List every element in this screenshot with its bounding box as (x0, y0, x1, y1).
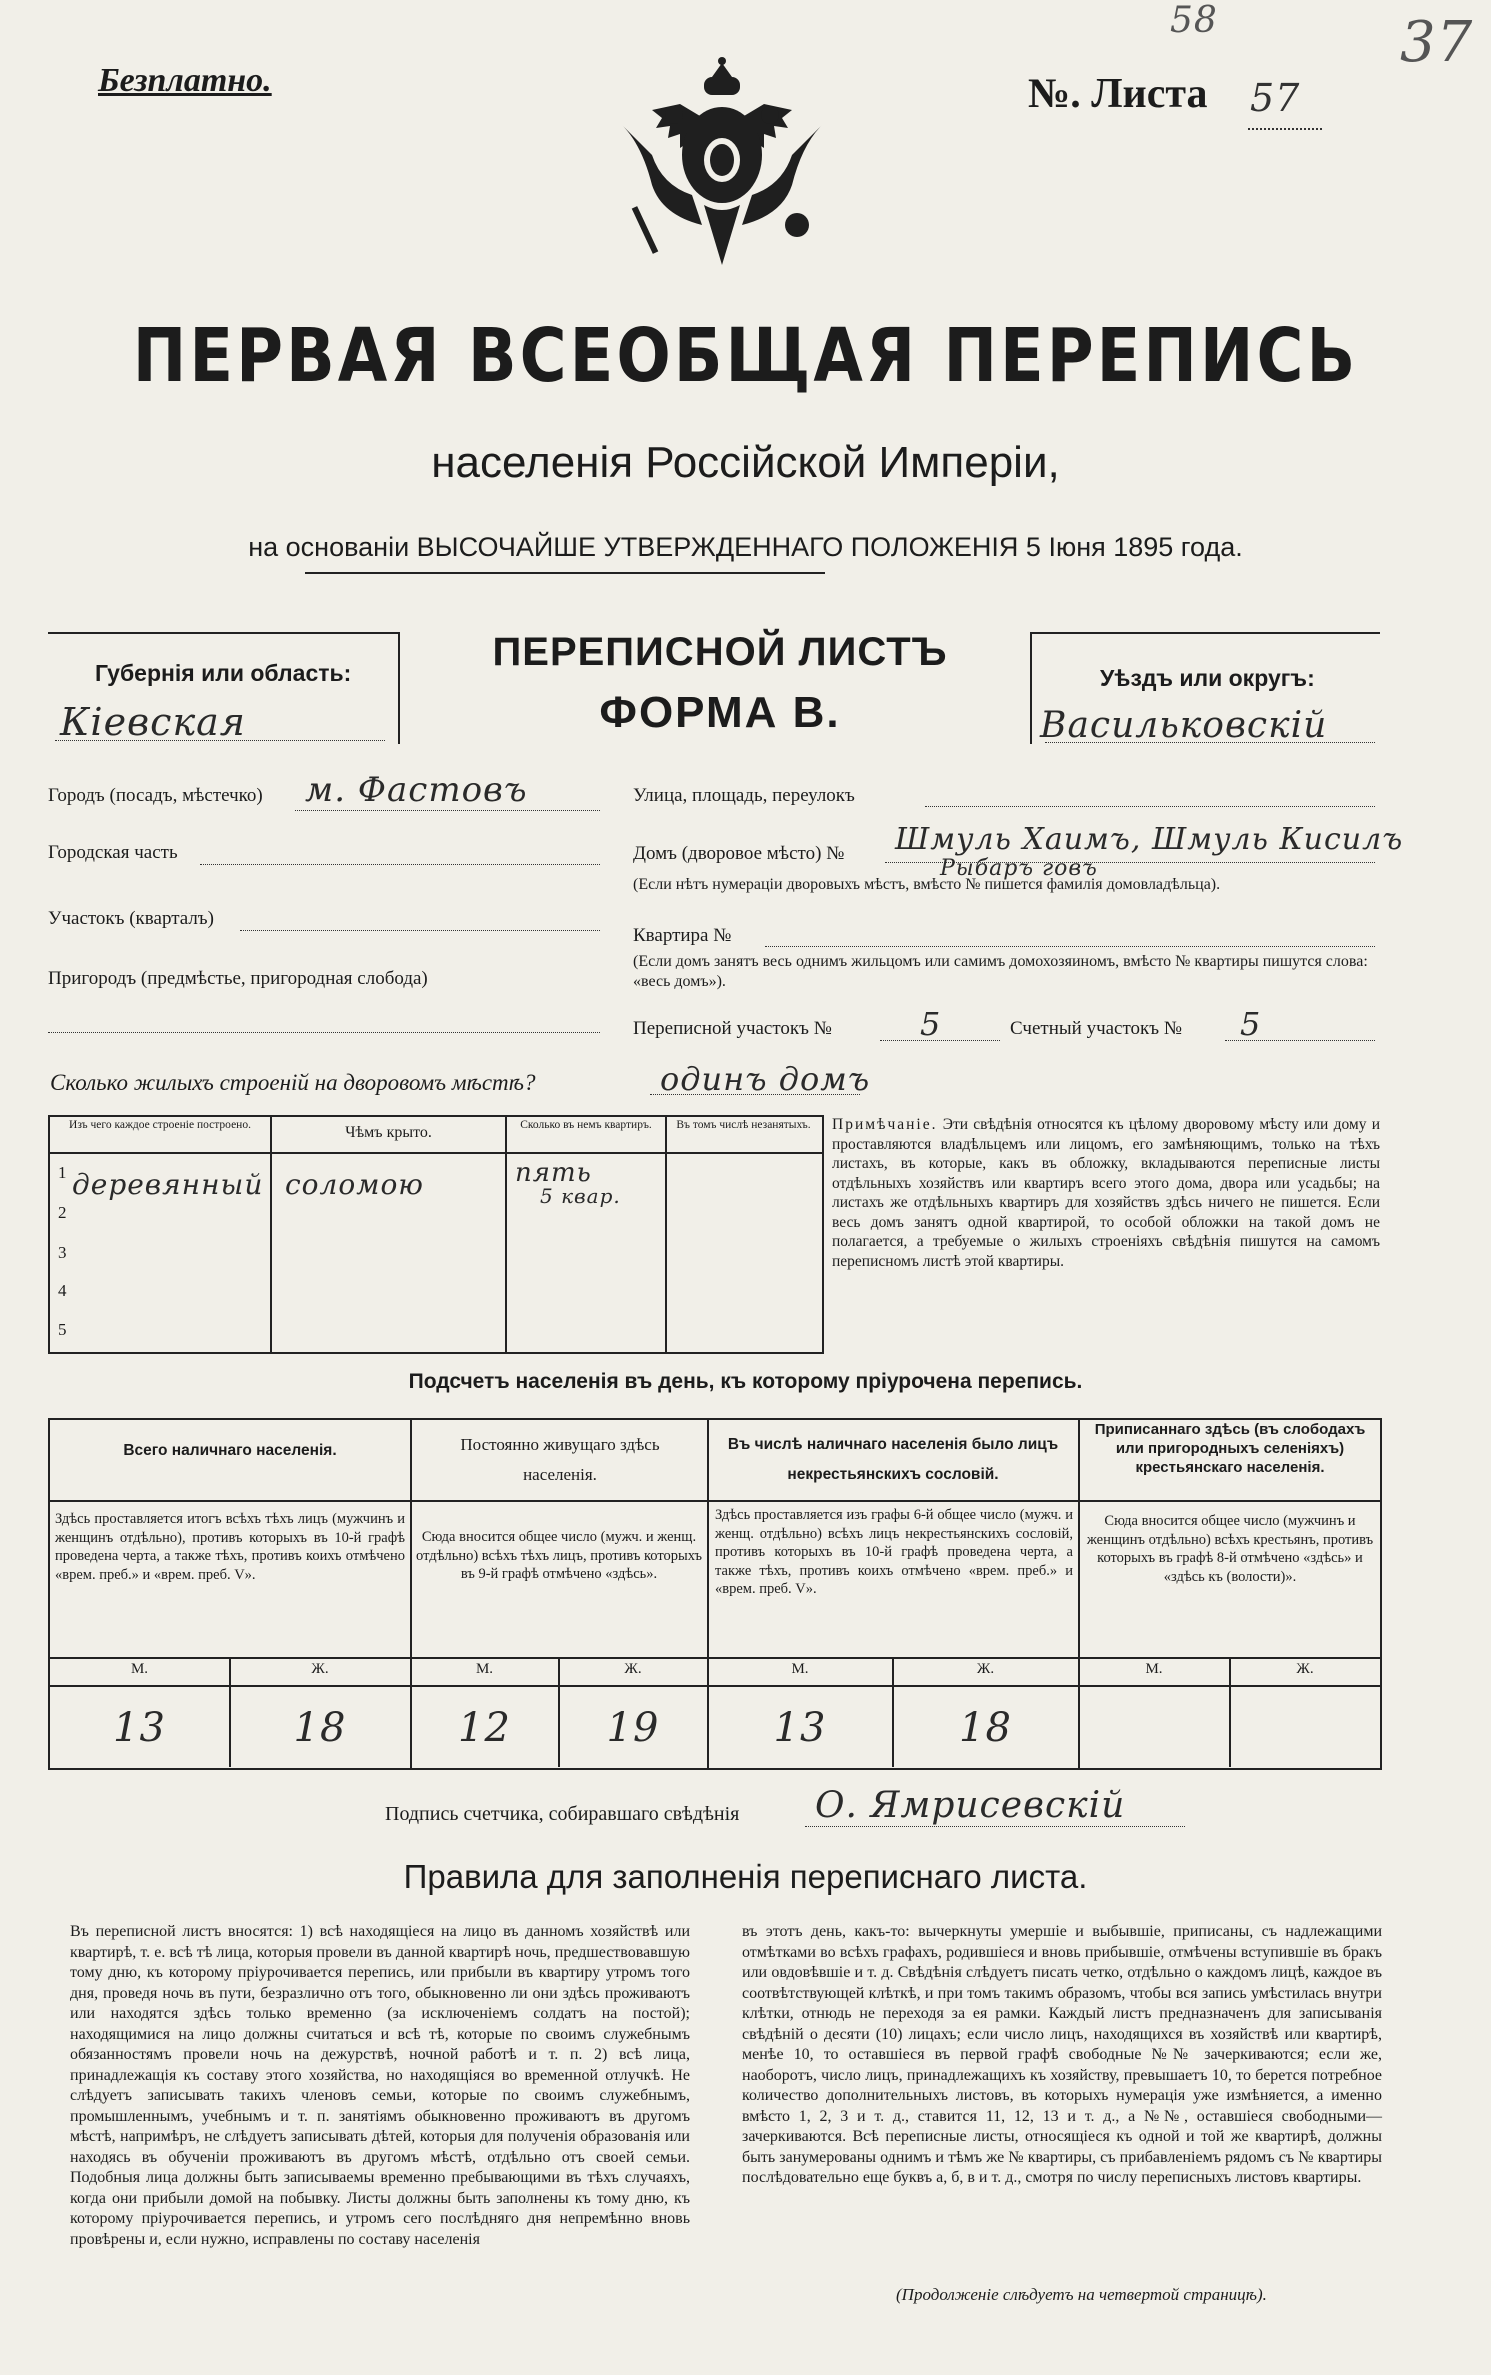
signature-value: О. Ямрисевскій (815, 1785, 1126, 1826)
pop-desc-total: Здѣсь проставляется итогъ всѣхъ тѣхъ лицъ (мужчинъ и женщинъ отдѣльно), противъ которыхъ въ 10-й графѣ проведена черта, а также тѣхъ, противъ коихъ отмѣчено «врем. преб.» и «врем. преб. V». (55, 1511, 405, 1583)
pop-f-label: Ж. (1296, 1661, 1314, 1677)
census-area-value: 5 (920, 1005, 942, 1043)
pop-head-total: Всего наличнаго населенія. (123, 1442, 337, 1459)
pop-nonpeasant-female: 18 (959, 1705, 1012, 1751)
free-label: Безплатно. (98, 62, 272, 99)
pop-head-permanent: Постоянно живущаго здѣсь населенія. (460, 1435, 660, 1484)
pop-desc-line (48, 1657, 1380, 1659)
buildings-header-vacant: Въ томъ числѣ незанятыхъ. (676, 1119, 811, 1131)
pop-total-male: 13 (113, 1705, 166, 1751)
pop-f-label: Ж. (311, 1661, 329, 1677)
house-value-1: Шмуль Хаимъ, Шмуль Кисилъ (895, 822, 1404, 857)
page-mark-top: 58 (1170, 0, 1218, 41)
guberniya-line (55, 740, 385, 741)
guberniya-label: Губернія или область: (95, 660, 352, 686)
street-line (925, 806, 1375, 807)
pop-desc-peasant: Сюда вносится общее число (мужчинъ и женщинъ отдѣльно) всѣхъ крестьянъ, противъ которыхъ въ графѣ 8-й отмѣчено «здѣсь» и «здѣсь къ (волости)». (1086, 1513, 1374, 1585)
pop-permanent-male: 12 (458, 1705, 511, 1751)
count-area-value: 5 (1240, 1005, 1262, 1043)
census-area-label: Переписной участокъ № (633, 1018, 832, 1039)
sheet-number-value: 57 (1250, 76, 1301, 120)
buildings-row-apartments-extra: 5 квар. (540, 1184, 621, 1208)
buildings-table (48, 1115, 824, 1354)
rules-left-column: Въ переписной листъ вносятся: 1) всѣ находящіеся на лицо въ данномъ хозяйствѣ или квартирѣ, т. е. всѣ тѣ лица, которыя провели въ данной квартирѣ ночь, предшествовавшую тому дню, къ которому пріурочивается перепись, или прибыли въ квартиру утромъ того дня, проведя ночь въ пути, безразлично отъ того, обыкновенно ли они здѣсь проживаютъ или находятся здѣсь только временно (за исключеніемъ солдатъ на постой); находящимися на лицо должны считаться и всѣ тѣ, которые по своимъ служебнымъ обязанностямъ провели ночь на дежурствѣ, ночной работѣ и т. п. 2) всѣ лица, принадлежащія къ составу этого хозяйства, но находящіяся во временной отлучкѣ. Не слѣдуетъ записывать такихъ членовъ семьи, которые по своимъ служебнымъ, промышленнымъ, учебнымъ и т. п. занятіямъ обыкновенно проживаютъ въ другомъ мѣстѣ, напримѣръ, не слѣдуетъ записывать дѣтей, которыя для полученія образованія или находясь въ обученіи проживаютъ въ другомъ мѣстѣ, отдѣльно отъ своей семьи. Подобныя лица должны быть записываемы временно пребывающими въ тѣхъ случаяхъ, когда они прибыли домой на побывку. Листы должны быть заполнены къ тому дню, къ которому пріурочивается перепись, и утромъ сего послѣдняго дня непремѣнно вновь провѣрены и, если нужно, исправлены по составу населенія (70, 1923, 690, 2248)
pop-head-peasant: Приписаннаго здѣсь (въ слободахъ или пригородныхъ селеніяхъ) крестьянскаго населенія. (1094, 1421, 1366, 1476)
pop-header-line (48, 1500, 1380, 1502)
buildings-col-sep-3 (665, 1115, 667, 1352)
signature-line (805, 1826, 1185, 1827)
apartment-line (765, 946, 1375, 947)
city-label: Городъ (посадъ, мѣстечко) (48, 785, 263, 806)
pop-f-label: Ж. (624, 1661, 642, 1677)
guberniya-box-top (48, 632, 400, 634)
census-area-line (880, 1040, 1000, 1041)
document-title: ПЕРВАЯ ВСЕОБЩАЯ ПЕРЕПИСЬ (132, 314, 1359, 400)
city-part-line (200, 864, 600, 865)
buildings-row-apartments: пять (515, 1158, 592, 1188)
guberniya-box-right (398, 632, 400, 744)
pop-m-label: М. (1145, 1661, 1163, 1677)
buildings-answer-line (650, 1094, 860, 1095)
buildings-row-roof: соломою (285, 1168, 424, 1201)
rules-right-column: въ этотъ день, какъ-то: вычеркнуты умершіе и выбывшіе, приписаны, съ надлежащими отмѣтками во всѣхъ графахъ, родившіеся и вновь прибывшіе, отмѣчены вступившіе въ бракъ или овдовѣвшіе и т. д. Свѣдѣнія слѣдуетъ писать четко, отдѣльно о каждомъ лицѣ, каждое въ соотвѣтствующей клѣткѣ, и при томъ такимъ образомъ, чтобы вся запись умѣстилась внутри клѣтки, отнюдь не переходя за ея рамки. Каждый листъ предназначенъ для записыванія свѣдѣній о десяти (10) лицахъ; если число лицъ, находящихся въ хозяйствѣ или квартирѣ, менѣе 10, то оставшіеся въ первой графѣ свободные №№ зачеркиваются; если же, наоборотъ, число лицъ, принадлежащихъ къ хозяйству, превышаетъ 10, то берется потребное количество дополнительныхъ листовъ, въ которыхъ нумерація уже измѣняется, а именно вмѣсто 1, 2, 3 и т. д., ставится 11, 12, 13 и т. д., а №№, оставшіеся свободными—зачеркиваются. Всѣ переписные листы, относящіеся къ одной и той же квартирѣ, должны быть занумерованы однимъ и тѣмъ же № квартиры, съ прибавленіемъ рядомъ съ № квартиры послѣдовательно еще буквъ а, б, в и т. д., смотря по числу переписныхъ листовъ квартиры. (742, 1923, 1382, 2186)
note-text: Эти свѣдѣнія относятся къ цѣлому дворовому мѣсту или дому и проставляются владѣльцемъ или лицомъ, его замѣняющимъ, только на тѣхъ листахъ, въ которые, какъ въ обложку, вкладываются переписные листы отдѣльныхъ хозяйствъ или квартиръ всего этого дома, двора или усадьбы; на листахъ же отдѣльныхъ квартиръ для хозяйствъ здѣсь ничего не пишется. Если весь домъ занятъ одной квартирой, то особой обложки на такой домъ не полагается, а требуемые о жилыхъ строеніяхъ свѣдѣнія пишутся на самомъ переписномъ листѣ этой квартиры. (832, 1116, 1381, 1270)
sheet-title: ПЕРЕПИСНОЙ ЛИСТЪ (492, 630, 948, 674)
street-label: Улица, площадь, переулокъ (633, 785, 855, 806)
suburb-label: Пригородъ (предмѣстье, пригородная слобода) (48, 968, 428, 989)
form-type: ФОРМА В. (599, 688, 841, 737)
buildings-question: Сколько жилыхъ строеній на дворовомъ мѣстѣ? (50, 1070, 536, 1095)
pop-nonpeasant-male: 13 (773, 1705, 827, 1751)
buildings-row-number: 4 (58, 1281, 67, 1300)
uezd-line (1045, 742, 1375, 743)
district-line (240, 930, 600, 931)
population-title: Подсчетъ населенія въ день, къ которому пріурочена перепись. (408, 1370, 1083, 1393)
buildings-header-apartments: Сколько въ немъ квартиръ. (520, 1119, 652, 1131)
signature-label: Подпись счетчика, собиравшаго свѣдѣнія (385, 1803, 740, 1825)
uezd-box-left (1030, 632, 1032, 744)
rules-continued: (Продолженіе слѣдуетъ на четвертой страницѣ). (896, 2285, 1267, 2304)
pop-m-label: М. (475, 1661, 494, 1677)
buildings-row-number: 2 (58, 1203, 67, 1222)
city-value: м. Фастовъ (305, 770, 528, 810)
buildings-header-roof: Чѣмъ крыто. (345, 1124, 432, 1141)
city-part-label: Городская часть (48, 842, 178, 863)
buildings-col-sep-1 (270, 1115, 272, 1352)
uezd-label: Уѣздъ или округъ: (1100, 665, 1315, 691)
buildings-col-sep-2 (505, 1115, 507, 1352)
pop-desc-nonpeasant: Здѣсь проставляется изъ графы 6-й общее число (мужч. и женщ. отдѣльно) всѣхъ лицъ некрестьянскихъ сословій, противъ которыхъ въ 10-й графѣ проведена черта, а также тѣхъ, противъ коихъ отмѣчено «врем. преб.» и «врем. преб. V». (715, 1507, 1073, 1597)
house-line (885, 862, 1375, 863)
document-subtitle: населенія Россійской Имперіи, (431, 438, 1060, 487)
sheet-number-label: №. Листа (1028, 71, 1208, 117)
uezd-box-top (1030, 632, 1380, 634)
pop-f-label: Ж. (976, 1661, 995, 1677)
buildings-row-number: 3 (58, 1243, 67, 1262)
buildings-answer: одинъ домъ (660, 1060, 871, 1098)
city-line (295, 810, 600, 811)
pop-col-sep-3 (1078, 1418, 1080, 1768)
buildings-note (832, 1115, 1380, 1271)
house-note: (Если нѣтъ нумераціи дворовыхъ мѣстъ, вмѣсто № пишется фамилія домовладѣльца). (633, 876, 1221, 893)
guberniya-value: Кіевская (60, 700, 246, 744)
house-value-2: Рыбаръ говъ (940, 856, 1098, 881)
district-label: Участокъ (кварталъ) (48, 908, 214, 929)
rules-title: Правила для заполненія переписнаго листа. (403, 1858, 1088, 1895)
basis-underline (305, 572, 825, 574)
buildings-header-material: Изъ чего каждое строеніе построено. (69, 1119, 251, 1131)
apartment-label: Квартира № (633, 925, 732, 946)
imperial-eagle-emblem-icon (612, 55, 832, 280)
buildings-row-number: 1 (58, 1163, 67, 1182)
pop-total-female: 18 (293, 1705, 347, 1751)
house-label: Домъ (дворовое мѣсто) № (633, 843, 845, 864)
suburb-line (48, 1032, 600, 1033)
pop-head-nonpeasant: Въ числѣ наличнаго населенія было лицъ некрестьянскихъ сословій. (727, 1436, 1059, 1483)
pop-m-label: М. (791, 1661, 809, 1677)
pop-desc-permanent: Сюда вносится общее число (мужч. и женщ. отдѣльно) всѣхъ тѣхъ лицъ, противъ которыхъ въ 9-й графѣ отмѣчено «здѣсь». (416, 1529, 702, 1582)
pop-m-label: М. (130, 1661, 149, 1677)
apartment-note: (Если домъ занятъ весь однимъ жильцомъ или самимъ домохозяиномъ, вмѣсто № квартиры пишутся слова: «весь домъ»). (633, 953, 1368, 990)
count-area-label: Счетный участокъ № (1010, 1018, 1182, 1039)
count-area-line (1225, 1040, 1375, 1041)
note-label: Примѣчаніе. (832, 1116, 938, 1133)
buildings-row-material: деревянный (72, 1168, 264, 1201)
sheet-number-line (1248, 128, 1322, 130)
pop-permanent-female: 19 (606, 1705, 660, 1751)
uezd-value: Васильковскій (1040, 705, 1328, 746)
buildings-table-header-line (48, 1152, 822, 1154)
page-mark-corner: 37 (1400, 10, 1474, 75)
buildings-row-number: 5 (58, 1320, 67, 1339)
legal-basis: на основаніи ВЫСОЧАЙШЕ УТВЕРЖДЕННАГО ПОЛОЖЕНІЯ 5 Іюня 1895 года. (248, 532, 1243, 562)
pop-mf-line (48, 1685, 1380, 1687)
